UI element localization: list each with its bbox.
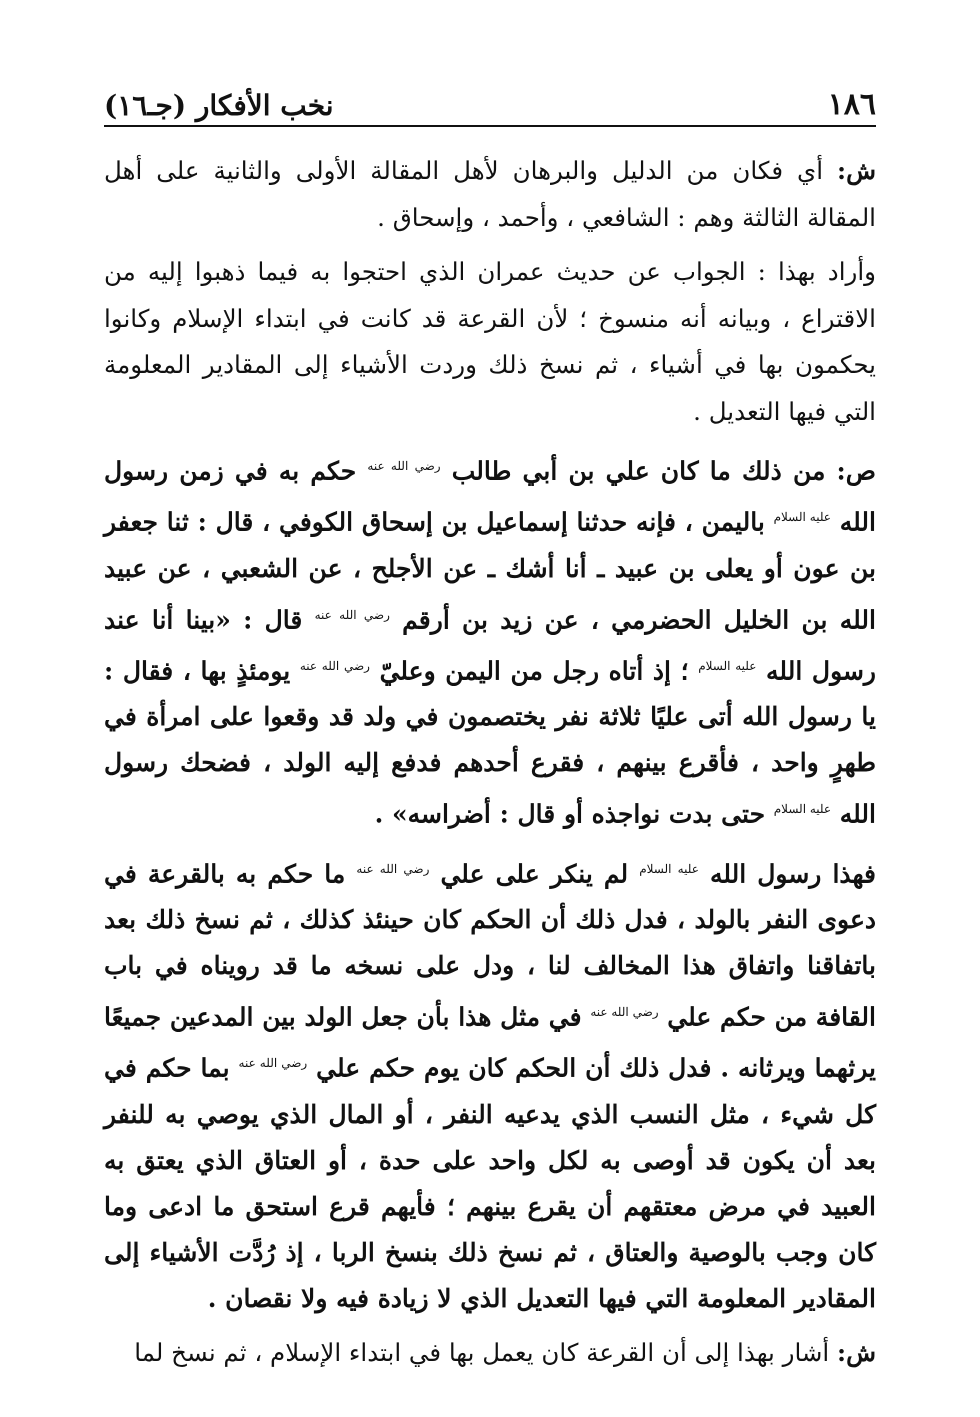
page-header (104, 84, 876, 122)
honorific-glyph: رضي الله عنه (238, 1056, 308, 1071)
text-segment: من ذلك ما كان علي بن أبي طالب (440, 456, 826, 486)
text-segment: ؛ إذ أتاه رجل من اليمن وعليّ (369, 656, 689, 686)
honorific-glyph: رضي الله عنه (299, 658, 370, 673)
page-body (104, 148, 876, 1384)
honorific-glyph: عليه السلام (773, 510, 831, 525)
source-paragraph-1 (104, 443, 876, 838)
honorific-glyph: عليه السلام (773, 802, 832, 817)
text-segment: ما حكم به بالقرعة في دعوى النفر بالولد ، فدل ذلك أن الحكم كان حينئذ كذلك ، ثم نسخ ذلك بعد باتفاقنا واتفاق هذا المخالف لنا ، ودل على نسخه ما قد رويناه في باب القافة من حكم علي (104, 858, 876, 1032)
text-segment: حكم به في زمن رسول الله (104, 456, 876, 537)
commentary-paragraph-1 (104, 148, 876, 241)
commentary-paragraph-3 (104, 1330, 876, 1377)
honorific-glyph: رضي الله عنه (367, 459, 441, 473)
header-rule (104, 125, 876, 127)
page-number: ١٨٦ (827, 87, 876, 122)
text-segment: فهذا رسول الله (698, 858, 876, 888)
text-segment: حتى بدت نواجذه أو قال : أضراسه» . (374, 799, 766, 829)
text-segment: قال : «بينا أنا عند رسول الله (104, 604, 876, 686)
paragraph-text: أشار بهذا إلى أن القرعة كان يعمل بها في ابتداء الإسلام ، ثم نسخ لما (134, 1337, 830, 1367)
text-segment: في مثل هذا بأن جعل الولد بين المدعين جميعًا يرثهما ويرثانه . فدل ذلك أن الحكم كان يوم حكم علي (104, 1002, 876, 1083)
paragraph-text: وأراد بهذا : الجواب عن حديث عمران الذي احتجوا به فيما ذهبوا إليه من الاقتراع ، وبيانه أنه منسوخ ؛ لأن القرعة قد كانت في ابتداء الإسلام وكانوا يحكمون بها في أشياء ، ثم نسخ ذلك وردت الأشياء إلى المقادير المعلومة التي فيها التعديل . (104, 257, 876, 426)
honorific-glyph: عليه السلام (639, 861, 699, 876)
honorific-glyph: رضي الله عنه (314, 607, 390, 622)
text-segment: يومئذٍ بها ، فقال : يا رسول الله أتى عليًا ثلاثة نفر يختصمون في ولد قد وقعوا على امرأة في طهرٍ واحد ، فأقرع بينهم ، فقرع أحدهم فدفع إليه الولد ، فضحك رسول الله (104, 656, 876, 829)
source-paragraph-2 (104, 846, 876, 1322)
text-segment: لم ينكر على علي (429, 858, 629, 888)
text-segment: بما حكم في كل شيء ، مثل النسب الذي يدعيه النفر ، أو المال الذي يوصي به للنفر بعد أن يكون قد أوصى به لكل واحد على حدة ، أو العتاق الذي يعتق به العبيد في مرض معتقهم أن يقرع بينهم ؛ فأيهم قرع استحق ما ادعى وما كان وجب بالوصية والعتاق ، ثم نسخ ذلك بنسخ الربا ، إذ رُدَّت الأشياء إلى المقادير المعلومة التي فيها التعديل الذي لا زيادة فيه ولا نقصان . (104, 1053, 876, 1313)
running-title: نخب الأفكار (جـ١٦) (104, 89, 334, 122)
commentary-marker: ش: (837, 156, 876, 185)
commentary-paragraph-2 (104, 249, 876, 435)
commentary-marker: ش: (837, 1337, 876, 1367)
honorific-glyph: عليه السلام (698, 658, 757, 673)
paragraph-text: أي فكان من الدليل والبرهان لأهل المقالة الأولى والثانية على أهل المقالة الثالثة وهم : الشافعي ، وأحمد ، وإسحاق . (104, 156, 876, 232)
honorific-glyph: رضي الله عنه (590, 1004, 659, 1019)
text-segment: باليمن ، فإنه حدثنا إسماعيل بن إسحاق الكوفي ، قال : ثنا جعفر بن عون أو يعلى بن عبيد ـ أنا أشك ـ عن الأجلح ، عن الشعبي ، عن عبيد الله بن الخليل الحضرمي ، عن زيد بن أرقم (104, 507, 876, 634)
honorific-glyph: رضي الله عنه (356, 861, 430, 876)
source-marker: ص: (836, 456, 876, 486)
